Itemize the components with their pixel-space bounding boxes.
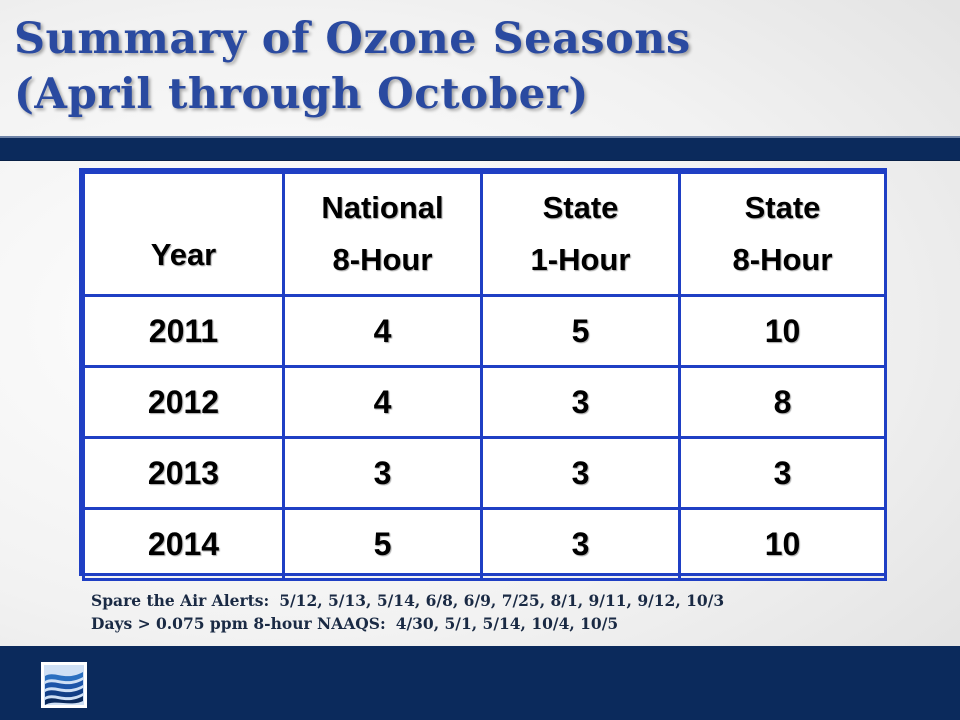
table-row xyxy=(84,296,886,367)
alerts-value: 5/12, 5/13, 5/14, 6/8, 6/9, 7/25, 8/1, 9/11, 9/12, 10/3 xyxy=(279,591,725,610)
cell-state-8hr: 3 xyxy=(680,438,886,509)
header-state-8-hour xyxy=(680,173,886,296)
footer-bar xyxy=(0,646,960,720)
header-national-line2: 8-Hour xyxy=(332,242,433,277)
spare-the-air-alerts-note xyxy=(91,589,724,612)
table-row xyxy=(84,509,886,580)
cell-state-8hr: 10 xyxy=(680,296,886,367)
cell-national-8hr: 5 xyxy=(284,509,482,580)
cell-year: 2014 xyxy=(84,509,284,580)
cell-state-1hr: 5 xyxy=(482,296,680,367)
exceed-label: Days > 0.075 ppm 8-hour NAAQS: xyxy=(91,614,386,633)
header-national-line1: National xyxy=(321,190,444,225)
ozone-summary-table-container xyxy=(79,168,887,576)
header-state8-line2: 8-Hour xyxy=(732,242,833,277)
cell-national-8hr: 3 xyxy=(284,438,482,509)
cell-state-1hr: 3 xyxy=(482,367,680,438)
cell-state-1hr: 3 xyxy=(482,438,680,509)
table-row xyxy=(84,367,886,438)
header-year xyxy=(84,173,284,296)
cell-year: 2012 xyxy=(84,367,284,438)
wave-logo-icon xyxy=(41,662,87,708)
table-header-row xyxy=(84,173,886,296)
cell-national-8hr: 4 xyxy=(284,296,482,367)
header-divider-bar xyxy=(0,136,960,161)
cell-state-1hr: 3 xyxy=(482,509,680,580)
cell-state-8hr: 8 xyxy=(680,367,886,438)
header-state1-line1: State xyxy=(542,190,619,225)
header-national-8-hour xyxy=(284,173,482,296)
naaqs-exceedance-note xyxy=(91,612,724,635)
cell-year: 2011 xyxy=(84,296,284,367)
header-state-1-hour xyxy=(482,173,680,296)
header-state8-line1: State xyxy=(744,190,821,225)
title-line-1: Summary of Ozone Seasons xyxy=(14,14,691,64)
ozone-summary-table xyxy=(82,171,887,581)
header-year-label: Year xyxy=(150,237,217,272)
exceed-value: 4/30, 5/1, 5/14, 10/4, 10/5 xyxy=(395,614,619,633)
title-line-2: (April through October) xyxy=(14,69,589,118)
slide-title xyxy=(14,10,944,120)
cell-state-8hr: 10 xyxy=(680,509,886,580)
table-row xyxy=(84,438,886,509)
notes xyxy=(91,589,724,635)
header-state1-line2: 1-Hour xyxy=(530,242,631,277)
cell-national-8hr: 4 xyxy=(284,367,482,438)
alerts-label: Spare the Air Alerts: xyxy=(91,591,270,610)
cell-year: 2013 xyxy=(84,438,284,509)
